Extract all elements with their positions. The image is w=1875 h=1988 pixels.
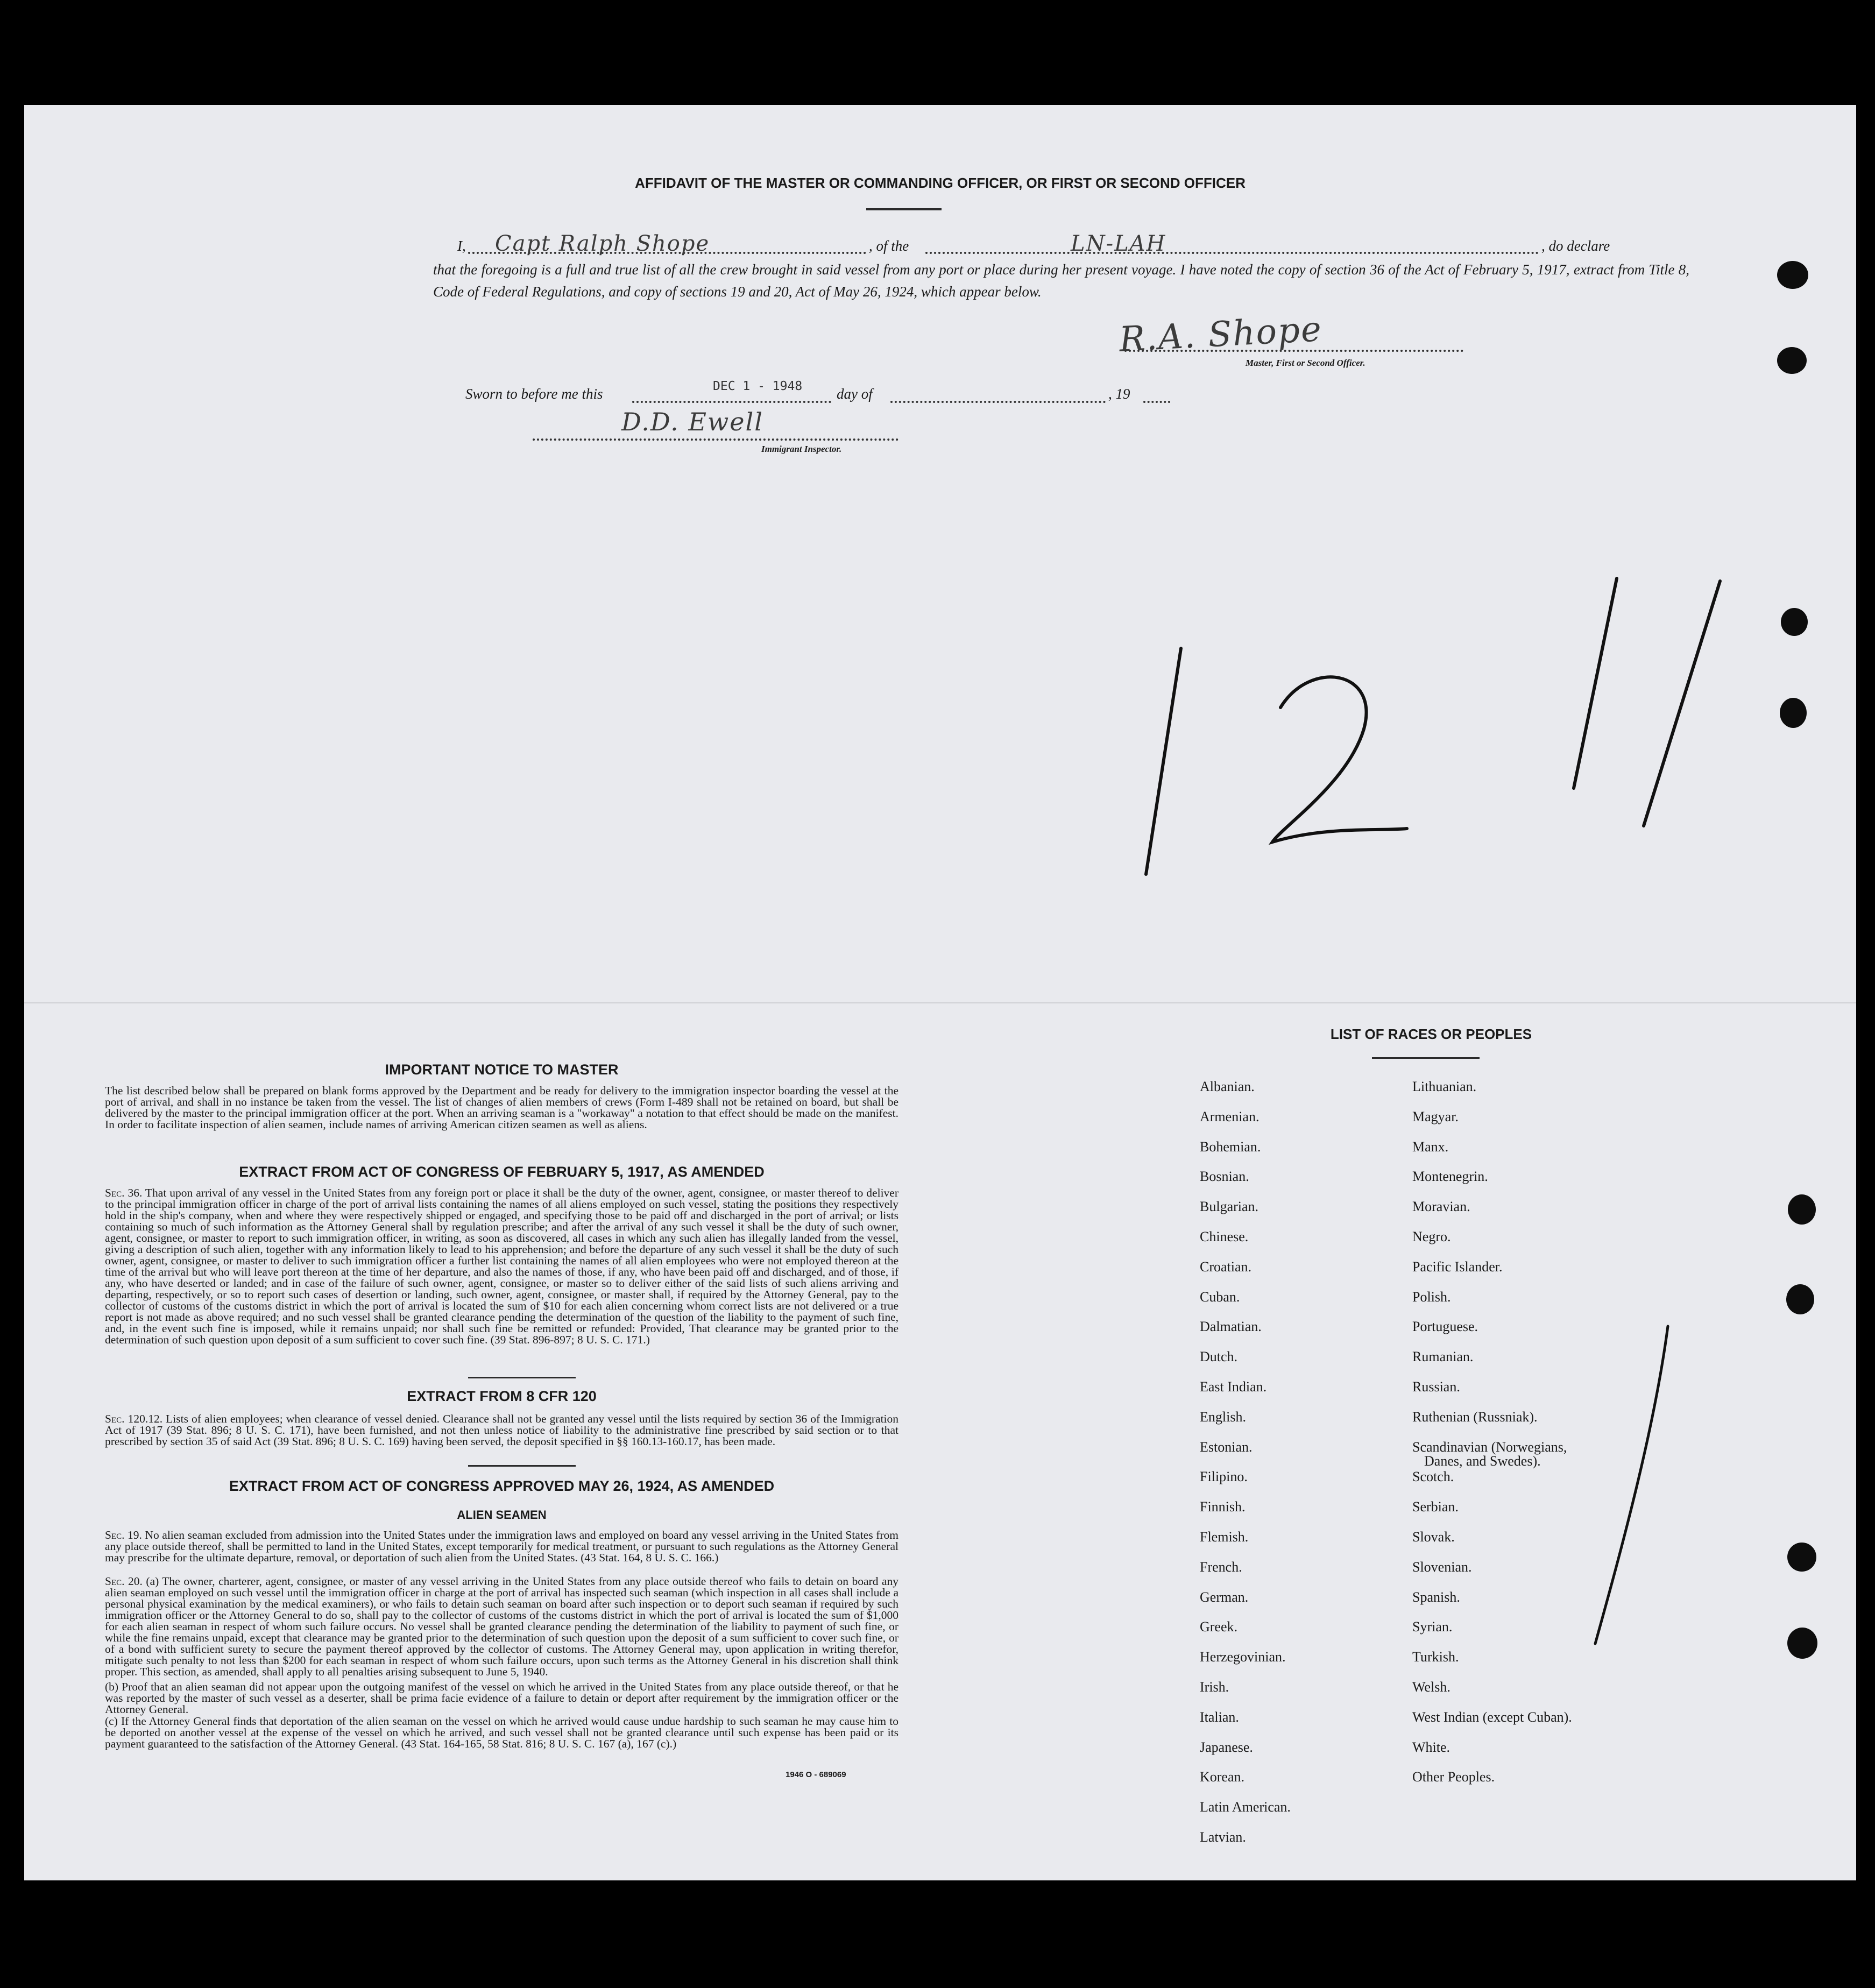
race-left-item: Chinese. [1200,1229,1249,1244]
sec-19 [105,1530,898,1563]
sec-20c: (c) If the Attorney General finds that deportation of the alien seaman on the vessel on which he arrived would cause undue hardship to such seaman he may cause him to be deported on another vessel at the expense of the vessel on which he arrived, and such vessel shall not be granted clearance until such expense has been paid or its payment guaranteed to the satisfaction of the Attorney General. (43 Stat. 164-165, 58 Stat. 816; 8 U. S. C. 167 (a), 167 (c).) [105,1715,898,1750]
race-left-item: Japanese. [1200,1739,1253,1755]
sec-36-label: Sec. 36. [105,1186,143,1199]
race-left-item: Irish. [1200,1679,1229,1695]
sec-120-12-text: Lists of alien employees; when clearance of vessel denied. Clearance shall not be granted any vessel until the lists required by section 36 of the Immigration Act of 1917 (39 Stat. 896; 8 U. S. C. 171), have been furnished, and not then unless notice of liability to the administrative fine prescribed by said section or to that prescribed by section 35 of said Act (39 Stat. 896; 8 U. S. C. 169) having been served, the deposit specified in §§ 160.13-160.17, has been made. [105,1412,899,1448]
race-left-item: Bosnian. [1200,1169,1249,1185]
race-right-item: Scandinavian (Norwegians, [1412,1439,1567,1455]
sworn-line [465,379,1219,406]
do-declare-label: , do declare [1541,238,1610,254]
race-right-item: Pacific Islander. [1412,1258,1503,1275]
punch-hole [1777,347,1807,374]
affidavit-title: AFFIDAVIT OF THE MASTER OR COMMANDING OFFICER, OR FIRST OR SECOND OFFICER [635,175,1246,191]
race-right-item: Spanish. [1412,1589,1460,1605]
race-left-item: Herzegovinian. [1200,1649,1286,1665]
race-left-item: Filipino. [1200,1469,1248,1485]
sec-19-label: Sec. 19. [105,1529,142,1541]
year-prefix: , 19 [1108,386,1130,402]
vessel-name-handwritten: LN-LAH [1071,231,1166,256]
race-left-item: English. [1200,1409,1246,1425]
race-left-item: Dalmatian. [1200,1319,1262,1335]
race-right-item: Manx. [1412,1138,1449,1155]
race-right-item: Rumanian. [1412,1349,1474,1365]
sec-20a [105,1576,898,1678]
race-left-item: Finnish. [1200,1499,1246,1515]
sec-36-text: That upon arrival of any vessel in the United States from any foreign port or place it shall be the duty of the owner, agent, consignee, or master thereof to deliver to the principal immigration officer in charge of the port of arrival lists containing the names of all aliens employed on such vessel, stating the positions they respectively hold in the ship's company, when and where they were respectively shipped or engaged, and specifying those to be paid off and discharged in the port of arrival; or lists containing so much of such information as the Attorney General shall by regulation prescribe; and after the arrival of any such vessel it shall be the duty of such owner, agent, consignee, or master to report to such immigration officer, in writing, as soon as discovered, all cases in which any such alien has illegally landed from the vessel, giving a description of such alien, together with any information likely to lead to his apprehension; and before the departure of any such vessel it shall be the duty of such owner, agent, consignee, or master to deliver to such immigration officer a further list containing the names of all alien employees who were not employed thereon at the time of the arrival but who will leave port thereon at the time of her departure, and also the names of those, if any, who have been paid off and discharged, and of those, if any, who have deserted or landed; and in case of the failure of such owner, agent, consignee, or master so to deliver either of the said lists of such aliens arriving and departing, respectively, or so to report such cases of desertion or landing, such owner, agent, consignee, or master shall, if required by the Attorney General, pay to the collector of customs of the customs district in which the port of arrival is located the sum of $10 for each alien concerning whom correct lists are not delivered or a true report is not made as above required; and no such vessel shall be granted clearance pending the determination of the question of the liability to the payment of such fine, and, in the event such fine is imposed, while it remains unpaid; nor shall such fine be remitted or refunded: Provided, That clearance may be granted prior to the determination of such question upon deposit of a sum sufficient to cover such fine. (39 Stat. 896-897; 8 U. S. C. 171.) [105,1186,898,1346]
inspector-signature-handwritten: D.D. Ewell [621,407,763,436]
race-left-item: German. [1200,1589,1249,1605]
race-left-item: Latin American. [1200,1799,1291,1815]
punch-hole [1786,1284,1814,1314]
race-left-item: Dutch. [1200,1349,1238,1365]
master-name-handwritten: Capt Ralph Shope [495,231,710,256]
inspector-caption: Immigrant Inspector. [761,444,842,454]
race-left-item: Korean. [1200,1769,1245,1785]
extract-1924-title: EXTRACT FROM ACT OF CONGRESS APPROVED MAY 26, 1924, AS AMENDED [229,1478,775,1494]
document-page [24,105,1856,1880]
race-right-item: Welsh. [1412,1679,1451,1695]
alien-seamen-subtitle: ALIEN SEAMEN [457,1508,547,1522]
sworn-prefix: Sworn to before me this [465,386,603,402]
race-right-item: Danes, and Swedes). [1424,1453,1541,1469]
punch-hole [1787,1543,1816,1572]
race-left-item: French. [1200,1559,1242,1575]
sec-20-label: Sec. 20. [105,1575,143,1588]
race-left-item: Cuban. [1200,1289,1240,1305]
divider [468,1465,576,1467]
race-right-item: Scotch. [1412,1469,1454,1485]
date-stamp: DEC 1 - 1948 [713,379,803,393]
race-right-item: Portuguese. [1412,1319,1478,1335]
race-right-item: Slovak. [1412,1529,1455,1545]
fold-line [24,1002,1856,1003]
punch-hole [1780,698,1807,728]
race-right-item: Serbian. [1412,1499,1459,1515]
divider [468,1377,576,1378]
race-right-item: Ruthenian (Russniak). [1412,1409,1538,1425]
inspector-signature-line [533,438,898,441]
race-left-item: Armenian. [1200,1108,1260,1124]
sec-20b: (b) Proof that an alien seaman did not appear upon the outgoing manifest of the vessel on which he arrived in the United States from any place outside thereof, or that he was reported by the master of such vessel as a deserter, shall be prima facie evidence of a failure to detain or deport after requirement by the immigration officer or the Attorney General. [105,1680,898,1716]
race-right-item: Negro. [1412,1229,1451,1244]
punch-hole [1781,608,1808,636]
sworn-year-line [1143,390,1170,403]
title-divider [866,208,942,210]
punch-hole [1777,261,1808,289]
handwritten-stroke [1584,1315,1692,1665]
race-left-item: Italian. [1200,1709,1239,1725]
of-the-label: , of the [869,238,909,254]
handwritten-annotation-12-1 [1100,428,1773,993]
sworn-month-line [890,390,1106,403]
races-title: LIST OF RACES OR PEOPLES [1330,1026,1532,1042]
races-divider [1372,1057,1480,1059]
print-code: 1946 O - 689069 [786,1770,846,1779]
sec-20a-text: (a) The owner, charterer, agent, consignee, or master of any vessel arriving in the United States from any place outside thereof who fails to detain on board any alien seaman employed on such vessel until the immigration officer in charge at the port of arrival has inspected such seaman (which inspection in all cases shall include a personal physical examination by the medical examiners), or who fails to detain such seaman on board after such inspection or to deport such seaman if required by such immigration officer or the Attorney General to do so, shall pay to the collector of customs of the customs district in which the port of arrival is located the sum of $1,000 for each alien seaman in respect of whom such failure occurs. No vessel shall be granted clearance pending the determination of the liability to payment of such fine, or while the fine remains unpaid, except that clearance may be granted prior to the determination of such question upon the deposit of a sum sufficient to cover such fine, or of a bond with sufficient surety to secure the payment thereof approved by the collector of customs. The Attorney General may, upon application in writing therefor, mitigate such penalty to not less than $200 for each seaman in respect of whom such failure occurs, upon such terms as the Attorney General in his discretion shall think proper. This section, as amended, shall apply to all penalties arising subsequent to June 5, 1940. [105,1575,899,1678]
notice-text: The list described below shall be prepared on blank forms approved by the Department and be ready for delivery to the immigration inspector boarding the vessel at the port of arrival, and shall in no instance be taken from the vessel. The list of changes of alien members of crews (Form I-489 shall not be retained on board, but shall be delivered by the master to the principal immigration officer at the port. When an arriving seaman is a "workaway" a notation to that effect should be made on the manifest. In order to facilitate inspection of alien seamen, include names of arriving American citizen seamen as well as aliens. [105,1084,898,1131]
race-right-item: Other Peoples. [1412,1769,1495,1785]
race-left-item: Bohemian. [1200,1138,1261,1155]
race-left-item: Bulgarian. [1200,1199,1259,1215]
race-left-item: Estonian. [1200,1439,1253,1455]
race-left-item: East Indian. [1200,1379,1267,1395]
extract-cfr-text [105,1413,898,1447]
race-right-item: Magyar. [1412,1108,1459,1124]
race-right-item: Lithuanian. [1412,1079,1477,1094]
race-right-item: Russian. [1412,1379,1460,1395]
extract-cfr-title: EXTRACT FROM 8 CFR 120 [407,1388,597,1404]
race-right-item: White. [1412,1739,1451,1755]
sec-120-12-label: Sec. 120.12. [105,1412,163,1425]
race-right-item: Turkish. [1412,1649,1459,1665]
race-left-item: Greek. [1200,1619,1238,1635]
race-left-item: Latvian. [1200,1829,1246,1845]
punch-hole [1788,1194,1816,1225]
sec-19-text: No alien seaman excluded from admission into the United States under the immigration laws and employed on board any vessel arriving in the United States from any place outside thereof, shall be permitted to land in the United States, except temporarily for medical treatment, or pursuant to such regulations as the Attorney General may prescribe for the ultimate departure, removal, or deportation of such alien from the United States. (43 Stat. 164, 8 U. S. C. 166.) [105,1529,899,1564]
race-right-item: Montenegrin. [1412,1169,1488,1185]
race-right-item: Syrian. [1412,1619,1453,1635]
notice-title: IMPORTANT NOTICE TO MASTER [385,1062,619,1078]
affidavit-i-prefix: I, [457,238,466,254]
extract-1917-title: EXTRACT FROM ACT OF CONGRESS OF FEBRUARY 5, 1917, AS AMENDED [239,1164,765,1180]
race-right-item: Moravian. [1412,1199,1470,1215]
master-signature-handwritten: R.A. Shope [1118,309,1324,360]
affidavit-statement: that the foregoing is a full and true list of all the crew brought in said vessel from any port or place during her present voyage. I have noted the copy of section 36 of the Act of February 5, 1917, extract from Title 8, Code of Federal Regulations, and copy of sections 19 and 20, Act of May 26, 1924, which appear below. [433,261,1689,300]
race-right-item: Polish. [1412,1289,1451,1305]
affidavit-line-1 [457,231,1708,258]
race-right-item: West Indian (except Cuban). [1412,1709,1572,1725]
master-signature-caption: Master, First or Second Officer. [1246,358,1365,368]
master-signature-line [1124,350,1463,352]
extract-1917-text [105,1187,898,1346]
vessel-name-line [925,241,1539,254]
race-left-item: Albanian. [1200,1079,1255,1094]
day-of-label: day of [837,386,873,402]
race-left-item: Flemish. [1200,1529,1249,1545]
race-right-item: Slovenian. [1412,1559,1472,1575]
punch-hole [1787,1628,1817,1659]
race-left-item: Croatian. [1200,1258,1252,1275]
